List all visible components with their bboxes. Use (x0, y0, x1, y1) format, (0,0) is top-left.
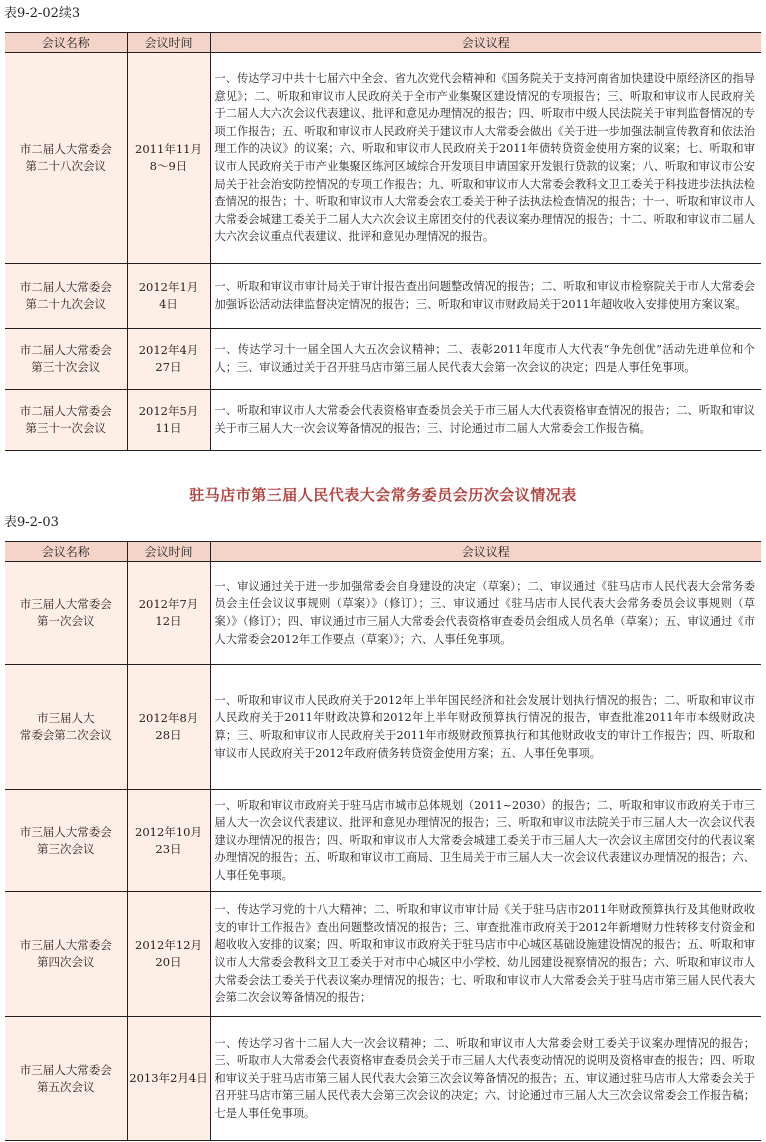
table-row (5, 665, 761, 790)
meeting-time: 2012年1月 4日 (127, 264, 210, 329)
table-label-2: 表9-2-03 (4, 515, 59, 530)
table-row (5, 892, 761, 1017)
meeting-table-2 (5, 541, 761, 1141)
meeting-time: 2012年7月 12日 (127, 562, 210, 665)
meeting-time: 2012年8月 28日 (127, 665, 210, 790)
header-meeting-time: 会议时间 (127, 542, 210, 562)
table-row (5, 390, 761, 451)
meeting-time: 2013年2月4日 (127, 1017, 210, 1141)
section-title: 驻马店市第三届人民代表大会常务委员会历次会议情况表 (189, 486, 577, 504)
meeting-name: 市三届人大 常委会第二次会议 (5, 665, 127, 790)
table-row (5, 329, 761, 390)
header-meeting-time: 会议时间 (127, 33, 210, 53)
meeting-agenda: 一、听取和审议市审计局关于审计报告查出问题整改情况的报告；二、听取和审议市检察院关于市人大常委会加强诉讼活动法律监督决定情况的报告；三、听取和审议市财政局关于2011年超收收入安排使用方案议案。 (210, 264, 761, 329)
meeting-agenda: 一、传达学习中共十七届六中全会、省九次党代会精神和《国务院关于支持河南省加快建设中原经济区的指导意见》；二、听取和审议市人民政府关于全市产业集聚区建设情况的专项报告；三、听取和审议市人民政府关于二届人大六次会议代表建议、批评和意见办理情况的报告；四、听取市中级人民法院关于审判监督情况的专项工作报告；五、听取和审议市人民政府关于建议市人大常委会做出《关于进一步加强法制宣传教育和依法治理工作的决议》的议案；六、听取和审议市人民政府关于2011年债转贷资金使用方案的议案；七、听取和审议市人民政府关于市产业集聚区练河区域综合开发项目申请国家开发银行贷款的议案；八、听取和审议市公安局关于社会治安防控情况的专项工作报告；九、听取和审议市人大常委会教科文卫工委关于科技进步法执法检查情况的报告；十、听取和审议市人大常委会农工委关于种子法执法检查情况的报告；十一、听取和审议市人大常委会城建工委关于二届人大六次会议主席团交付的代表议案办理情况的报告；十二、听取和审议市二届人大六次会议重点代表建议、批评和意见办理情况的报告。 (210, 53, 761, 264)
table-row (5, 53, 761, 264)
meeting-name: 市三届人大常委会 第五次会议 (5, 1017, 127, 1141)
meeting-agenda: 一、听取和审议市人民政府关于2012年上半年国民经济和社会发展计划执行情况的报告；二、听取和审议市人民政府关于2011年财政决算和2012年上半年财政预算执行情况的报告，审查批准2011年市本级财政决算；三、听取和审议市人民政府关于2011年市级财政预算执行和其他财政收支的审计工作报告；四、听取和审议市人民政府关于2012年政府债务转贷资金使用方案；五、人事任免事项。 (210, 665, 761, 790)
table-row (5, 264, 761, 329)
meeting-agenda: 一、听取和审议市人大常委会代表资格审查委员会关于市三届人大代表资格审查情况的报告；二、听取和审议关于市三届人大一次会议筹备情况的报告；三、讨论通过市二届人大常委会工作报告稿。 (214, 404, 755, 435)
table-label-1: 表9-2-02续3 (4, 6, 81, 21)
table-header-row (5, 542, 761, 562)
meeting-name: 市三届人大常委会 第四次会议 (5, 892, 127, 1017)
meeting-name: 市三届人大常委会 第一次会议 (5, 562, 127, 665)
meeting-time: 2012年4月 27日 (127, 329, 210, 390)
meeting-name: 市二届人大常委会 第三十一次会议 (5, 390, 127, 451)
table-row (5, 790, 761, 892)
header-meeting-agenda: 会议议程 (210, 33, 761, 53)
header-meeting-agenda: 会议议程 (210, 542, 761, 562)
header-meeting-name: 会议名称 (5, 33, 127, 53)
meeting-time: 2012年5月 11日 (127, 390, 210, 451)
meeting-name: 市二届人大常委会 第二十八次会议 (5, 53, 127, 264)
table-row (5, 562, 761, 665)
meeting-time: 2012年10月 23日 (127, 790, 210, 892)
meeting-agenda: 一、传达学习十一届全国人大五次会议精神；二、表彰2011年度市人大代表“争先创优”活动先进单位和个人；三、审议通过关于召开驻马店市第三届人民代表大会第一次会议的决定；四是人事任免事项。 (210, 329, 761, 390)
meeting-name: 市二届人大常委会 第二十九次会议 (5, 264, 127, 329)
meeting-agenda: 一、传达学习党的十八大精神；二、听取和审议市审计局《关于驻马店市2011年财政预算执行及其他财政收支的审计工作报告》查出问题整改情况的报告；三、审查批准市政府关于2012年新增财力性转移支付资金和超收收入安排的议案；四、听取和审议市政府关于驻马店市中心城区基础设施建设情况的报告；五、听取和审议市人大常委会教科文卫工委关于对市中心城区中小学校、幼儿园建设视察情况的报告；六、听取和审议市人大常委会法工委关于代表议案办理情况的报告；七、听取和审议市人大常委会关于驻马店市第三届人民代表大会第二次会议筹备情况的报告； (210, 892, 761, 1017)
meeting-time: 2011年11月 8～9日 (127, 53, 210, 264)
meeting-name: 市二届人大常委会 第三十次会议 (5, 329, 127, 390)
meeting-time: 2012年12月 20日 (127, 892, 210, 1017)
meeting-name: 市三届人大常委会 第三次会议 (5, 790, 127, 892)
meeting-agenda: 一、审议通过关于进一步加强常委会自身建设的决定（草案）；二、审议通过《驻马店市人民代表大会常务委员会主任会议议事规则（草案）》（修订）；三、审议通过《驻马店市人民代表大会常务委员会议事规则（草案）》（修订）；四、审议通过市三届人大常委会代表资格审查委员会组成人员名单（草案）；五、审议通过《市人大常委会2012年工作要点（草案）》；六、人事任免事项。 (210, 562, 761, 665)
table-row (5, 1017, 761, 1141)
meeting-agenda: 一、听取和审议市政府关于驻马店市城市总体规划（2011~2030）的报告；二、听取和审议市政府关于市三届人大一次会议代表建议、批评和意见办理情况的报告；三、听取和审议市法院关于市三届人大一次会议代表建议办理情况的报告；四、听取和审议市人大常委会城建工委关于市三届人大一次会议主席团交付的代表议案办理情况的报告；五、听取和审议市工商局、卫生局关于市三届人大一次会议代表建议办理情况的报告；六、人事任免事项。 (210, 790, 761, 892)
table-header-row (5, 33, 761, 53)
meeting-agenda: 一、传达学习省十二届人大一次会议精神；二、听取和审议市人大常委会财工委关于议案办理情况的报告；三、听取市人大常委会代表资格审查委员会关于市三届人大代表变动情况的说明及资格审查的报告；四、听取和审议关于驻马店市第三届人民代表大会第三次会议筹备情况的报告；五、审议通过驻马店市人大常委会关于召开驻马店市第三届人民代表大会第三次会议的决定；六、讨论通过市三届人大三次会议常委会工作报告稿；七是人事任免事项。 (214, 1036, 755, 1120)
header-meeting-name: 会议名称 (5, 542, 127, 562)
meeting-table-1 (5, 32, 761, 451)
